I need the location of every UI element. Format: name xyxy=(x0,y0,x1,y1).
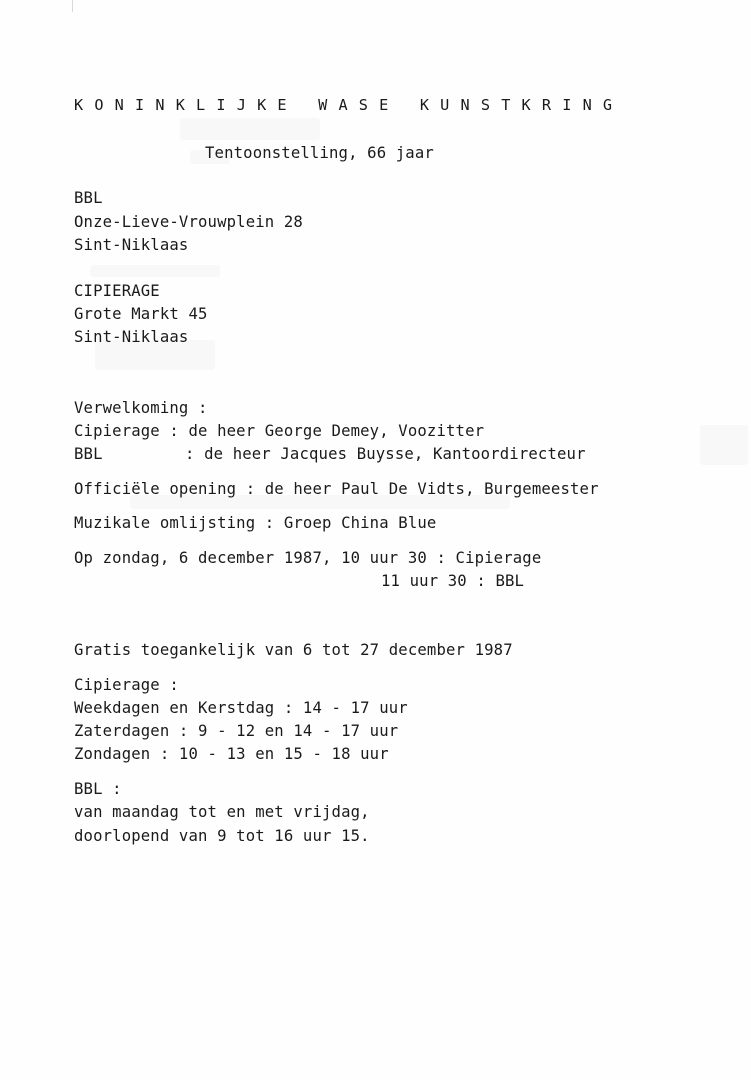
cipierage-hours-sundays: Zondagen : 10 - 13 en 15 - 18 uur xyxy=(74,745,389,763)
venue-bbl-city: Sint-Niklaas xyxy=(74,236,189,254)
cipierage-hours-weekdays: Weekdagen en Kerstdag : 14 - 17 uur xyxy=(74,699,408,717)
bbl-hours-line-1: van maandag tot en met vrijdag, xyxy=(74,803,370,821)
cipierage-hours-saturdays: Zaterdagen : 9 - 12 en 14 - 17 uur xyxy=(74,722,399,740)
page-subtitle: Tentoonstelling, 66 jaar xyxy=(205,144,434,162)
page-title: KONINKLIJKE WASE KUNSTKRING xyxy=(74,96,624,114)
bleed-through-mark xyxy=(700,425,748,465)
venue-cipierage-city: Sint-Niklaas xyxy=(74,328,189,346)
welcome-bbl-label: BBL xyxy=(74,445,103,463)
free-entry-line: Gratis toegankelijk van 6 tot 27 december 1987 xyxy=(74,641,513,659)
venue-bbl-name: BBL xyxy=(74,189,103,207)
opening-date-line: Op zondag, 6 december 1987, 10 uur 30 : Cipierage xyxy=(74,549,542,567)
welcome-bbl-detail: : de heer Jacques Buysse, Kantoordirecteur xyxy=(185,445,586,463)
welcome-heading: Verwelkoming : xyxy=(74,399,208,417)
music-line: Muzikale omlijsting : Groep China Blue xyxy=(74,514,437,532)
venue-bbl-street: Onze-Lieve-Vrouwplein 28 xyxy=(74,213,303,231)
venue-cipierage-name: CIPIERAGE xyxy=(74,282,160,300)
official-opening: Officiële opening : de heer Paul De Vidts, Burgemeester xyxy=(74,480,599,498)
bleed-through-mark xyxy=(90,265,220,277)
bbl-hours-heading: BBL : xyxy=(74,780,122,798)
venue-cipierage-street: Grote Markt 45 xyxy=(74,305,208,323)
welcome-cipierage: Cipierage : de heer George Demey, Voozitter xyxy=(74,422,485,440)
opening-date-line-2: 11 uur 30 : BBL xyxy=(381,572,525,590)
bbl-hours-line-2: doorlopend van 9 tot 16 uur 15. xyxy=(74,827,370,845)
bleed-through-mark xyxy=(180,118,320,140)
page-edge-mark xyxy=(72,0,73,12)
cipierage-hours-heading: Cipierage : xyxy=(74,676,179,694)
